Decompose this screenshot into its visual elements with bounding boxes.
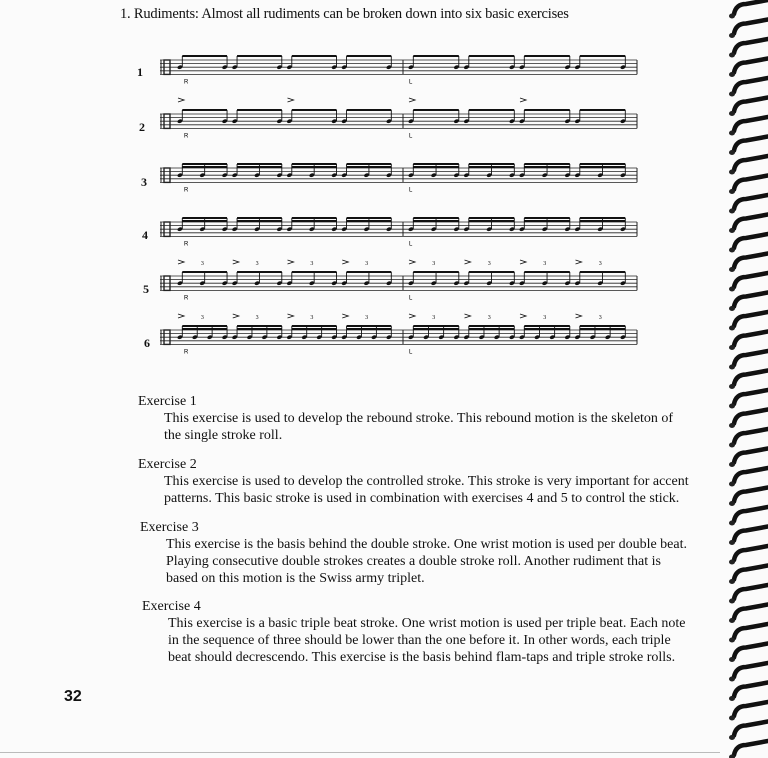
hand-label-left: L — [409, 349, 413, 356]
binding-coil — [734, 59, 768, 73]
binding-coil — [734, 332, 768, 346]
tuplet-number: 3 — [255, 315, 259, 321]
accent-mark — [288, 98, 294, 102]
tuplet-number: 3 — [200, 315, 204, 321]
exercise-3 — [140, 519, 687, 587]
binding-coil — [734, 468, 768, 482]
accent-mark — [178, 98, 184, 102]
binding-coil — [734, 137, 768, 151]
hand-label-left: L — [409, 133, 413, 140]
binding-coil — [734, 117, 768, 131]
binding-coil — [734, 20, 768, 34]
tuplet-number: 3 — [487, 261, 491, 267]
binding-coil — [734, 98, 768, 112]
section-heading: 1. Rudiments: Almost all rudiments can be broken down into six basic exercises — [120, 6, 569, 22]
binding-coil — [734, 39, 768, 53]
binding-hole — [729, 462, 735, 467]
binding-coil — [734, 722, 768, 736]
hand-label-right: R — [184, 295, 189, 302]
binding-hole — [729, 521, 735, 526]
binding-hole — [729, 287, 735, 292]
exercise-1 — [138, 393, 673, 444]
binding-hole — [729, 540, 735, 545]
binding-coil — [734, 371, 768, 385]
binding-coil — [734, 429, 768, 443]
tuplet-number: 3 — [543, 315, 547, 321]
tuplet-number: 3 — [365, 315, 369, 321]
accent-mark — [342, 314, 348, 318]
accent-mark — [465, 260, 471, 264]
binding-coil — [734, 449, 768, 463]
binding-hole — [729, 131, 735, 136]
binding-hole — [729, 111, 735, 116]
binding-hole — [729, 170, 735, 175]
binding-hole — [729, 345, 735, 350]
tuplet-number: 3 — [310, 261, 314, 267]
tuplet-number: 3 — [543, 261, 547, 267]
accent-mark — [342, 260, 348, 264]
binding-coil — [734, 0, 768, 14]
page-number: 32 — [64, 688, 82, 705]
accent-mark — [178, 260, 184, 264]
exercise-title: Exercise 1 — [138, 394, 197, 409]
exercise-line: This exercise is used to develop the controlled stroke. This stroke is very important for accent — [164, 474, 689, 489]
binding-hole — [729, 482, 735, 487]
binding-coil — [734, 351, 768, 365]
accent-mark — [465, 314, 471, 318]
exercise-title: Exercise 2 — [138, 457, 197, 472]
hand-label-right: R — [184, 79, 189, 86]
binding-coil — [734, 293, 768, 307]
binding-hole — [729, 267, 735, 272]
accent-mark — [520, 314, 526, 318]
binding-hole — [729, 423, 735, 428]
exercise-title: Exercise 3 — [140, 520, 199, 535]
binding-coil — [734, 644, 768, 658]
row-number-2: 2 — [139, 120, 145, 134]
binding-coil — [734, 566, 768, 580]
accent-mark — [409, 314, 415, 318]
tuplet-number: 3 — [432, 261, 436, 267]
hand-label-left: L — [409, 187, 413, 194]
hand-label-left: L — [409, 295, 413, 302]
binding-hole — [729, 404, 735, 409]
binding-hole — [729, 384, 735, 389]
hand-label-right: R — [184, 349, 189, 356]
hand-label-right: R — [184, 241, 189, 248]
tuplet-number: 3 — [365, 261, 369, 267]
binding-hole — [729, 657, 735, 662]
binding-hole — [729, 579, 735, 584]
binding-hole — [729, 92, 735, 97]
binding-coil — [734, 546, 768, 560]
hand-label-left: L — [409, 241, 413, 248]
binding-coil — [734, 507, 768, 521]
binding-hole — [729, 248, 735, 253]
tuplet-number: 3 — [255, 261, 259, 267]
accent-mark — [178, 314, 184, 318]
binding-hole — [729, 716, 735, 721]
accent-mark — [233, 314, 239, 318]
binding-coil — [734, 605, 768, 619]
binding-coil — [734, 312, 768, 326]
binding-coil — [734, 624, 768, 638]
binding-coil — [734, 234, 768, 248]
exercise-line: based on this motion is the Swiss army triplet. — [166, 571, 425, 586]
binding-coil — [734, 527, 768, 541]
tuplet-number: 3 — [598, 261, 602, 267]
binding-hole — [729, 677, 735, 682]
binding-hole — [729, 228, 735, 233]
accent-mark — [409, 260, 415, 264]
binding-hole — [729, 14, 735, 19]
binding-coil — [734, 410, 768, 424]
exercise-4 — [142, 598, 685, 666]
binding-coil — [734, 488, 768, 502]
binding-hole — [729, 365, 735, 370]
spiral-binding — [720, 0, 768, 758]
binding-hole — [729, 189, 735, 194]
tuplet-number: 3 — [598, 315, 602, 321]
row-number-3: 3 — [141, 175, 147, 189]
exercise-title: Exercise 4 — [142, 599, 201, 614]
binding-hole — [729, 638, 735, 643]
accent-mark — [520, 98, 526, 102]
binding-hole — [729, 150, 735, 155]
accent-mark — [576, 314, 582, 318]
row-number-5: 5 — [143, 282, 149, 296]
hand-label-right: R — [184, 133, 189, 140]
binding-coil — [734, 663, 768, 677]
accent-mark — [288, 260, 294, 264]
exercise-line: This exercise is the basis behind the double stroke. One wrist motion is used per double beat. — [166, 537, 688, 552]
accent-mark — [409, 98, 415, 102]
binding-hole — [729, 696, 735, 701]
rudiment-notation — [160, 40, 645, 370]
binding-coil — [734, 156, 768, 170]
exercise-line: Playing consecutive double strokes creates a double stroke roll. Another rudiment that is — [166, 554, 661, 569]
hand-label-right: R — [184, 187, 189, 194]
page-edge — [0, 752, 720, 753]
binding-coil — [734, 176, 768, 190]
binding-coil — [734, 741, 768, 755]
binding-hole — [729, 72, 735, 77]
binding-hole — [729, 33, 735, 38]
hand-label-left: L — [409, 79, 413, 86]
binding-hole — [729, 501, 735, 506]
binding-coil — [734, 585, 768, 599]
exercise-2 — [138, 456, 689, 507]
tuplet-number: 3 — [487, 315, 491, 321]
binding-hole — [729, 326, 735, 331]
tuplet-number: 3 — [310, 315, 314, 321]
accent-mark — [520, 260, 526, 264]
exercise-line: in the sequence of three should be lower than the one before it. In other words, each triple — [168, 633, 671, 648]
exercise-line: beat should decrescendo. This exercise is the basis behind flam-taps and triple stroke rolls. — [168, 650, 676, 665]
binding-coil — [734, 683, 768, 697]
binding-hole — [729, 53, 735, 58]
accent-mark — [233, 260, 239, 264]
binding-hole — [729, 599, 735, 604]
accent-mark — [288, 314, 294, 318]
binding-coil — [734, 78, 768, 92]
exercise-line: This exercise is a basic triple beat stroke. One wrist motion is used per triple beat. Each note — [168, 616, 686, 631]
binding-hole — [729, 560, 735, 565]
binding-coil — [734, 273, 768, 287]
exercise-line: patterns. This basic stroke is used in combination with exercises 4 and 5 to control the stick. — [164, 491, 680, 506]
binding-coil — [734, 254, 768, 268]
accent-mark — [576, 260, 582, 264]
binding-coil — [734, 390, 768, 404]
binding-hole — [729, 443, 735, 448]
row-number-4: 4 — [142, 228, 148, 242]
exercise-line: the single stroke roll. — [164, 428, 283, 443]
binding-coil — [734, 702, 768, 716]
row-number-6: 6 — [144, 336, 150, 350]
tuplet-number: 3 — [432, 315, 436, 321]
binding-coil — [734, 195, 768, 209]
binding-coil — [734, 215, 768, 229]
row-number-1: 1 — [137, 65, 143, 79]
binding-hole — [729, 735, 735, 740]
binding-hole — [729, 618, 735, 623]
exercise-line: This exercise is used to develop the rebound stroke. This rebound motion is the skeleton of — [164, 411, 674, 426]
binding-hole — [729, 306, 735, 311]
binding-hole — [729, 209, 735, 214]
tuplet-number: 3 — [200, 261, 204, 267]
